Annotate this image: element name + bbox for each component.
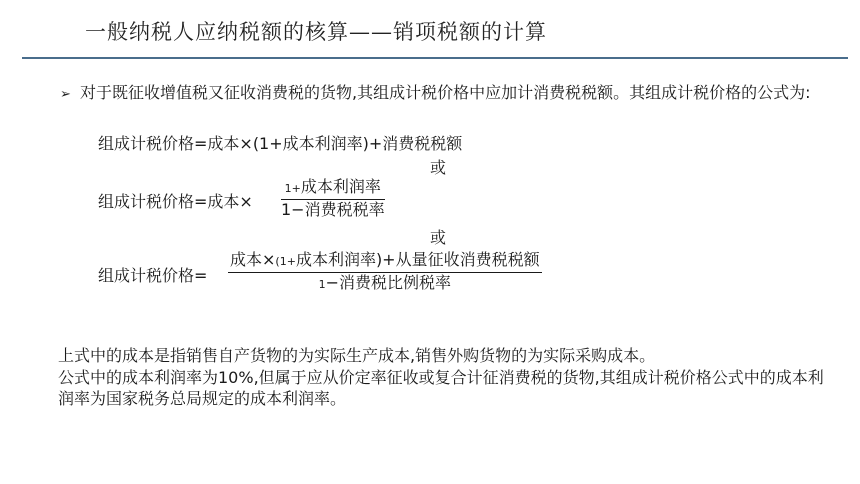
formula-three-num-a: 成本× [230, 250, 276, 269]
paragraph-cost-definition: 上式中的成本是指销售自产货物的为实际生产成本,销售外购货物的为实际采购成本。 [58, 346, 656, 365]
formula-three-prefix: 组成计税价格= [98, 266, 208, 285]
or-label-second: 或 [430, 228, 447, 247]
formula-three-denominator [228, 273, 542, 294]
formula-three-num-c: 成本利润率)+从量征收消费税税额 [295, 250, 540, 269]
formula-one: 组成计税价格=成本×(1+成本利润率)+消费税税额 [98, 134, 463, 153]
formula-two-fraction [281, 178, 385, 219]
formula-two-denominator: 1−消费税税率 [281, 200, 385, 219]
formula-two-numerator [281, 178, 385, 200]
formula-two-prefix: 组成计税价格=成本× [98, 192, 253, 211]
or-label-first: 或 [430, 158, 447, 177]
formula-three-den-text: −消费税比例税率 [325, 273, 451, 292]
title-divider [22, 57, 848, 59]
bullet-arrow-icon: ➢ [60, 87, 71, 102]
intro-text: 对于既征收增值税又征收消费税的货物,其组成计税价格中应加计消费税税额。其组成计税价格的公式为: [80, 83, 811, 102]
formula-three-fraction [228, 251, 542, 294]
paragraph-profit-rate: 公式中的成本利润率为10%,但属于应从价定率征收或复合计征消费税的货物,其组成计税价格公式中的成本利润率为国家税务总局规定的成本利润率。 [58, 368, 824, 408]
formula-three-num-b: (1+ [275, 255, 296, 268]
formula-three-den-lead: 1 [318, 278, 326, 291]
formula-two-num-lead: 1+ [284, 182, 301, 195]
formula-two-num-text: 成本利润率 [300, 177, 381, 196]
slide-title: 一般纳税人应纳税额的核算——销项税额的计算 [85, 20, 547, 44]
formula-three-numerator [228, 251, 542, 273]
